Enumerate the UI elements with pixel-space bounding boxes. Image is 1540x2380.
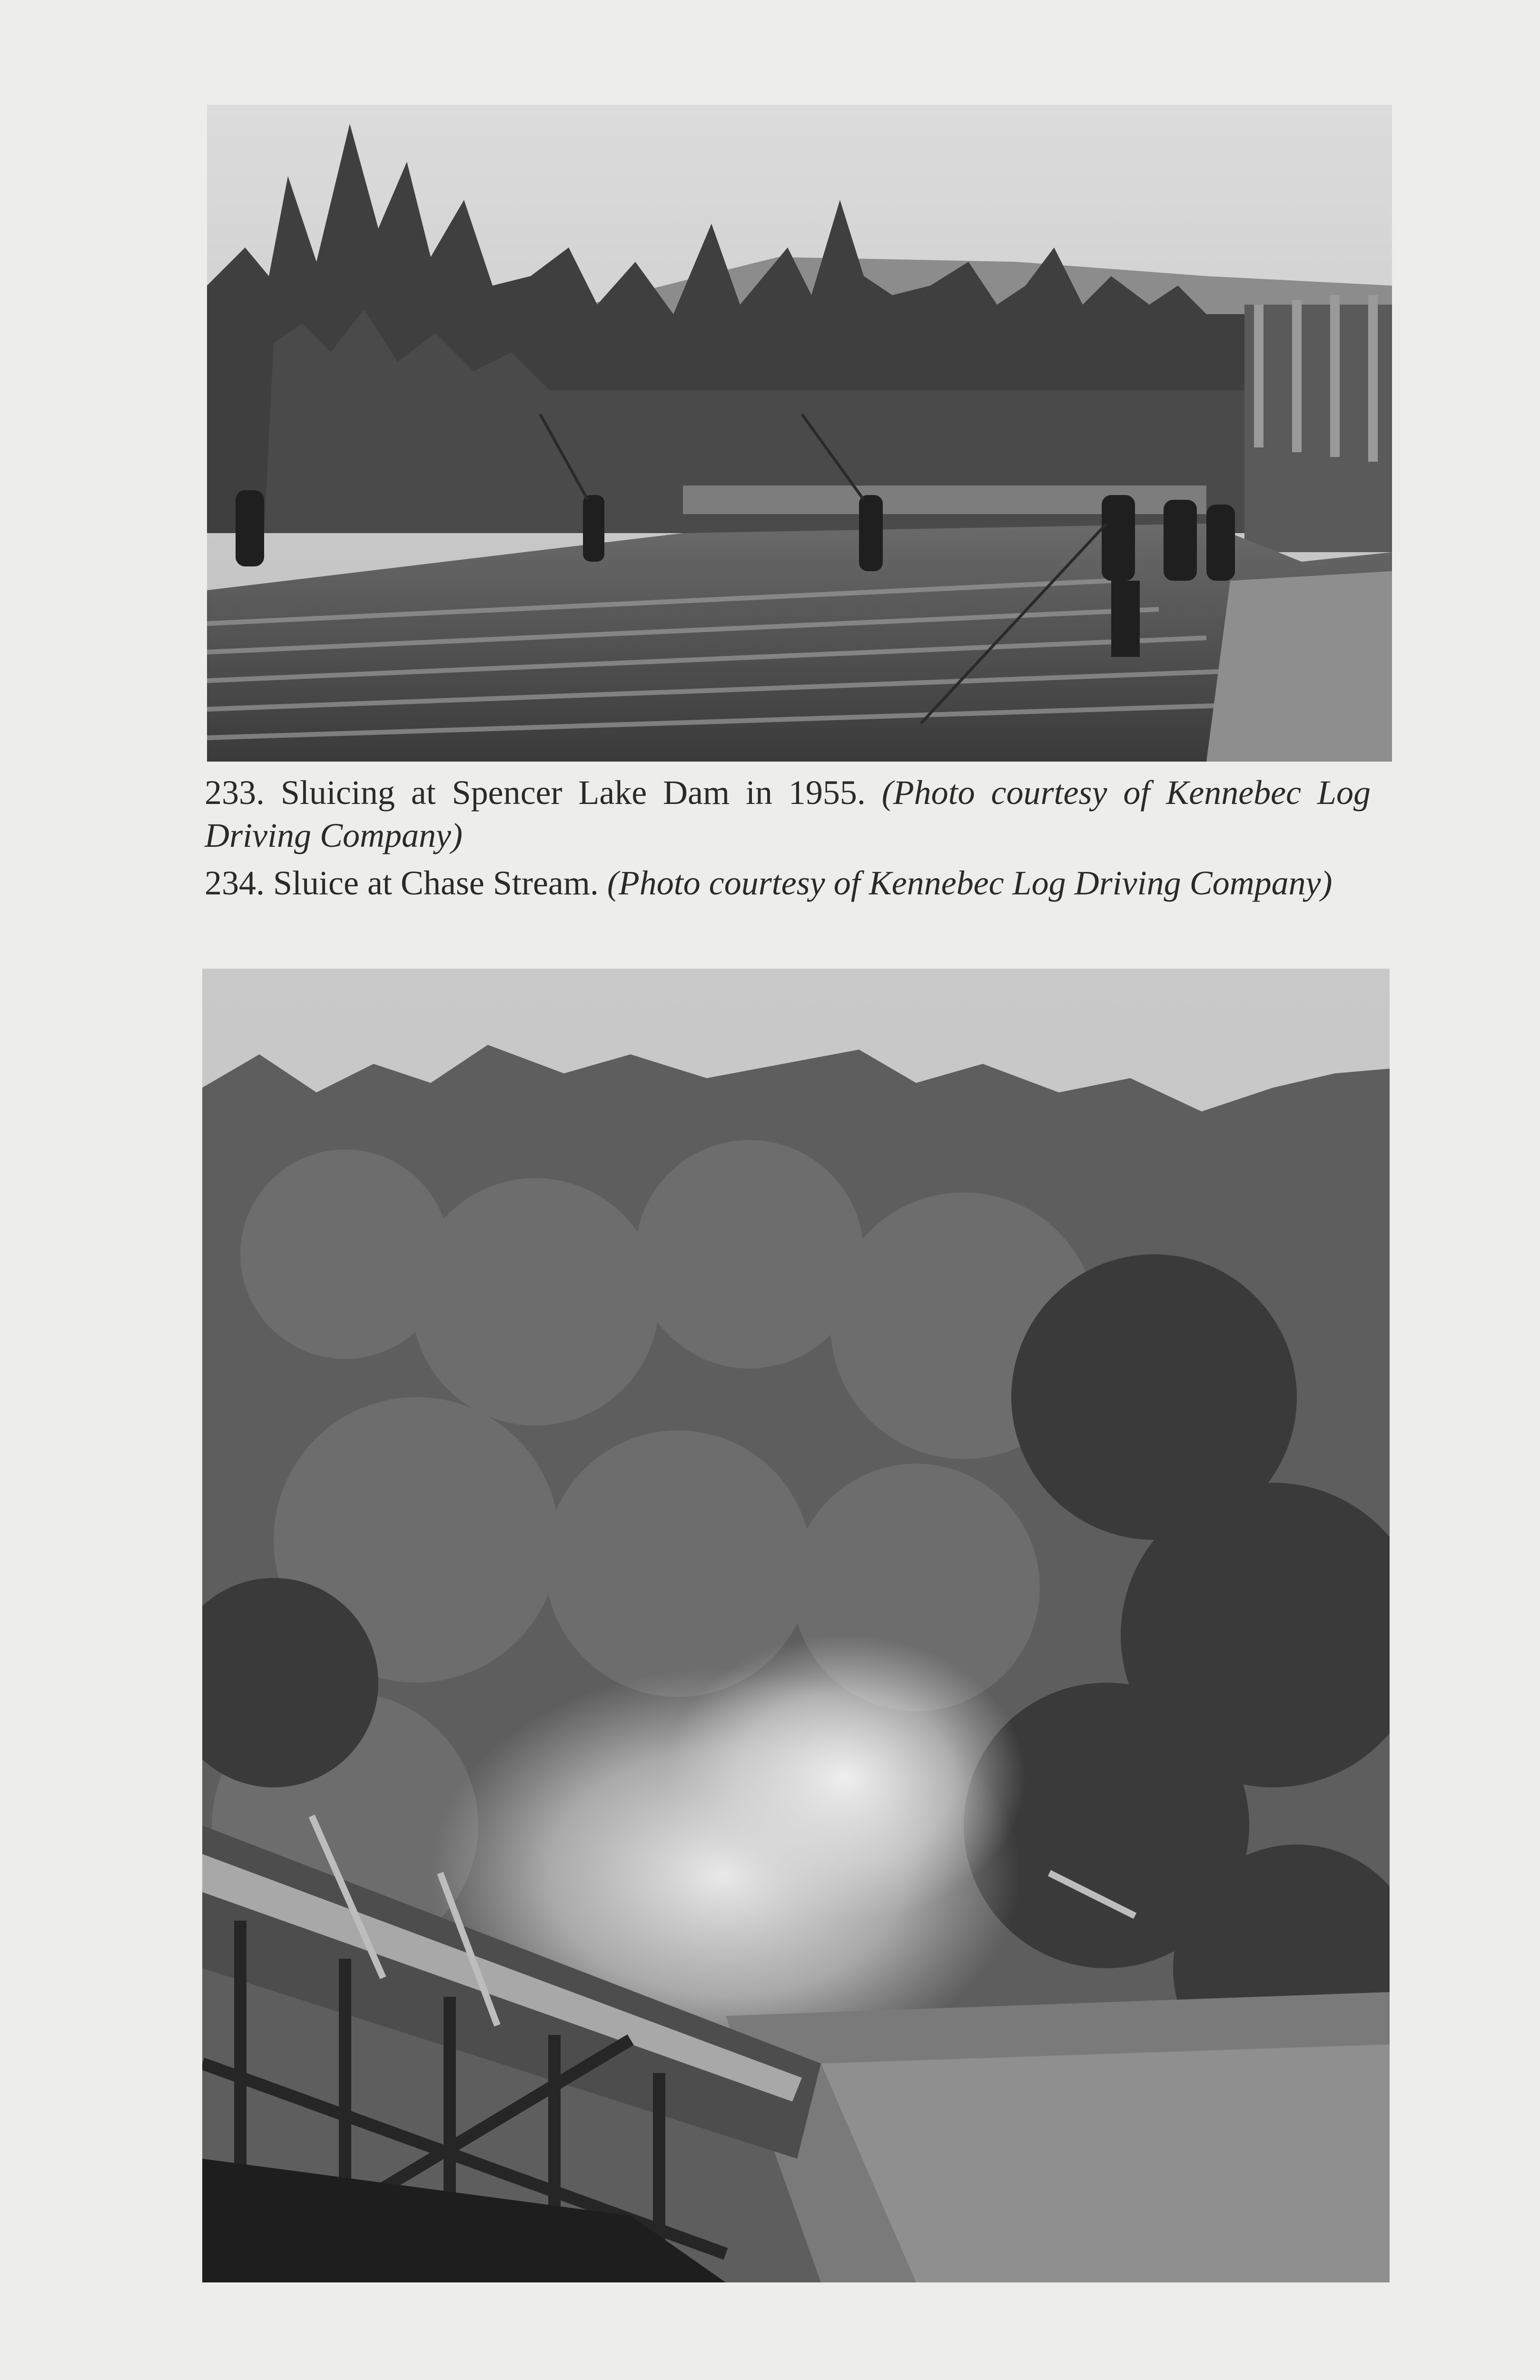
caption-233 [205, 771, 1371, 857]
caption-234-credit: (Photo courtesy of Kennebec Log Driving Company) [607, 864, 1333, 902]
photo-234-image [202, 969, 1390, 2282]
photo-sluice-chase-stream [202, 969, 1390, 2282]
caption-233-credit: (Photo courtesy of Kennebec Log Driving Company) [205, 774, 1371, 854]
photo-233-image [207, 105, 1392, 762]
caption-233-number: 233. [205, 774, 265, 812]
caption-234-number: 234. [205, 864, 265, 902]
photo-captions [205, 771, 1371, 909]
caption-233-text: Sluicing at Spencer Lake Dam in 1955. [280, 774, 866, 812]
caption-234 [205, 862, 1371, 904]
caption-234-text: Sluice at Chase Stream. [273, 864, 599, 902]
photo-sluicing-spencer-lake-dam [207, 105, 1392, 762]
